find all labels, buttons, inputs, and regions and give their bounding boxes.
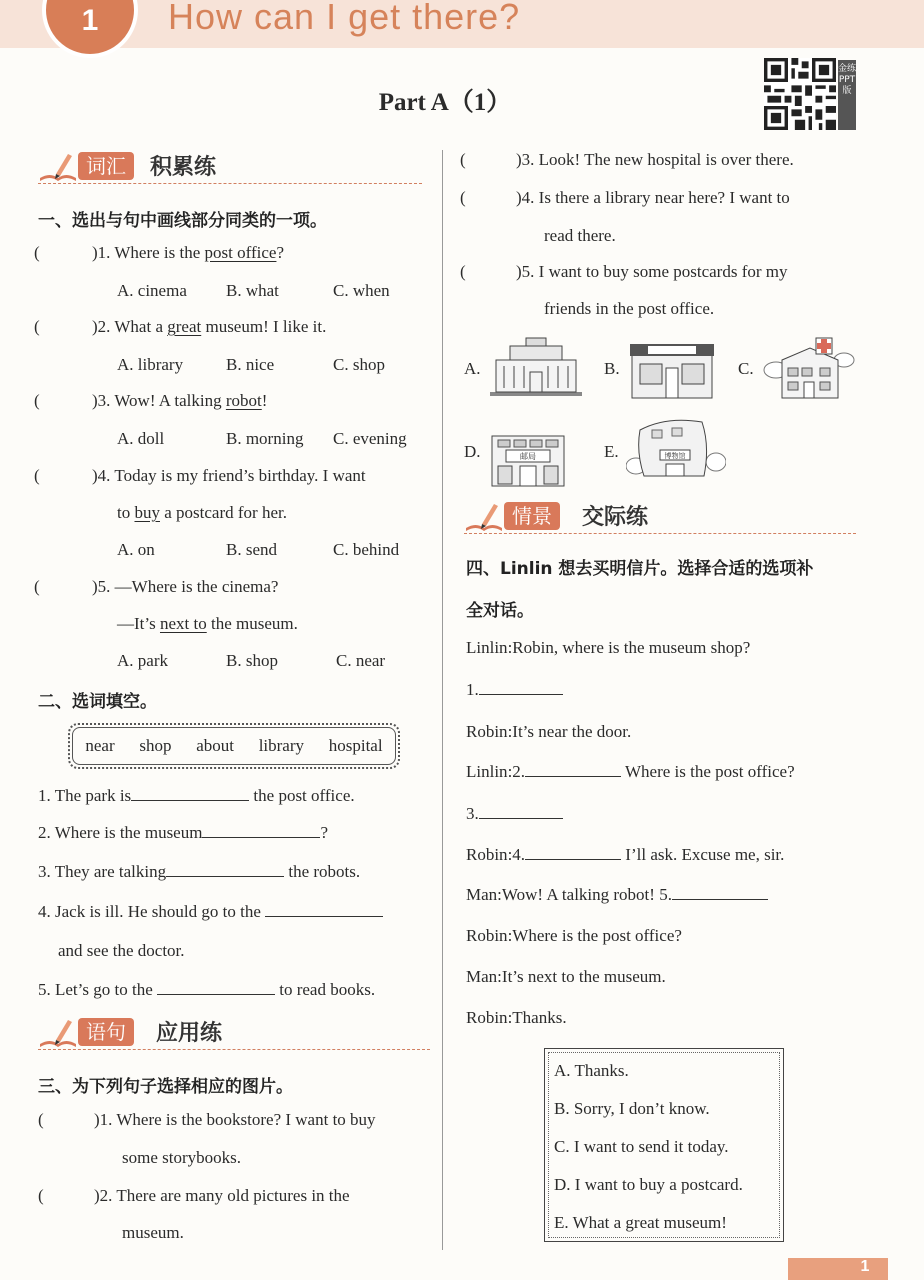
q1-item-text: to bbox=[117, 503, 135, 522]
communication-title: 交际练 bbox=[582, 505, 649, 530]
speaker: Robin bbox=[466, 1008, 508, 1027]
dialogue-line-5 bbox=[466, 804, 563, 824]
fill-blank[interactable] bbox=[131, 786, 249, 801]
dialogue-line-9 bbox=[466, 967, 666, 987]
q3-item-1 bbox=[94, 1110, 376, 1130]
dialogue-line-2 bbox=[466, 680, 563, 700]
modern-museum-picture bbox=[626, 416, 726, 482]
q3-item-5-line2: friends in the post office. bbox=[544, 299, 715, 318]
dialogue-text: It’s next to the museum. bbox=[501, 967, 666, 986]
option-b: B. nice bbox=[226, 355, 275, 374]
dialogue-text: Where is the post office? bbox=[625, 762, 795, 781]
option-b: B. morning bbox=[226, 429, 304, 448]
q3-item-text: There are many old pictures in the bbox=[116, 1186, 350, 1205]
dialogue-text: 3. bbox=[466, 804, 479, 823]
q3-item-num: )4. bbox=[516, 188, 535, 207]
underlined-word: post office bbox=[204, 243, 277, 262]
q1-item-text: ! bbox=[261, 391, 268, 410]
word-bank-item: hospital bbox=[328, 736, 383, 755]
q4-title-line1: 四、Linlin 想去买明信片。选择合适的选项补 bbox=[466, 559, 814, 579]
answer-paren[interactable]: ( bbox=[34, 317, 40, 336]
speaker: Robin bbox=[466, 926, 508, 945]
dialogue-line-7 bbox=[466, 885, 768, 905]
speaker: Linlin bbox=[466, 638, 508, 657]
answer-paren[interactable]: ( bbox=[460, 150, 466, 169]
page-number: 1 bbox=[860, 1258, 870, 1275]
answer-paren[interactable]: ( bbox=[34, 243, 40, 262]
hospital-picture bbox=[762, 330, 856, 402]
underlined-word: robot bbox=[225, 391, 262, 410]
speaker: Robin bbox=[466, 845, 508, 864]
q2-item-text: 2. Where is the museum bbox=[38, 823, 203, 842]
q1-item-text: the museum. bbox=[206, 614, 298, 633]
sentence-tag: 语句 bbox=[78, 1018, 134, 1046]
dialogue-line-8 bbox=[466, 926, 682, 946]
answer-paren[interactable]: ( bbox=[460, 188, 466, 207]
qr-side-label: 金练PPT版 bbox=[838, 60, 856, 130]
speaker: Man bbox=[466, 885, 498, 904]
q3-item-4-line2: read there. bbox=[544, 226, 616, 245]
dashed-rule bbox=[38, 183, 422, 184]
q1-item-text: Today is my friend’s birthday. I want bbox=[114, 466, 366, 485]
dialogue-text: I’ll ask. Excuse me, sir. bbox=[625, 845, 785, 864]
option-c: C. when bbox=[333, 281, 390, 300]
dialogue-line-4 bbox=[466, 762, 795, 782]
answer-paren[interactable]: ( bbox=[34, 577, 40, 596]
q3-item-text: Is there a library near here? I want to bbox=[538, 188, 790, 207]
q2-item-text: 4. Jack is ill. He should go to the bbox=[38, 902, 261, 921]
underlined-word: next to bbox=[159, 614, 207, 633]
unit-title: How can I get there? bbox=[168, 0, 521, 37]
q3-title: 三、为下列句子选择相应的图片。 bbox=[38, 1077, 293, 1097]
fill-blank[interactable] bbox=[166, 862, 284, 877]
colon: : bbox=[507, 762, 513, 781]
q1-item-text: Where is the bbox=[114, 243, 205, 262]
speaker: Linlin bbox=[466, 762, 508, 781]
q2-item-text: the robots. bbox=[288, 862, 361, 881]
dialogue-text: Thanks. bbox=[512, 1008, 567, 1027]
dialogue-option-b: B. Sorry, I don’t know. bbox=[554, 1099, 710, 1118]
q1-item-1 bbox=[92, 243, 284, 263]
fill-blank[interactable] bbox=[672, 885, 768, 900]
q1-item-num: )1. bbox=[92, 243, 111, 262]
q3-item-5 bbox=[516, 262, 788, 282]
fill-blank[interactable] bbox=[265, 902, 383, 917]
q2-item-3 bbox=[38, 862, 360, 882]
post-office-picture bbox=[488, 430, 568, 488]
dashed-rule bbox=[38, 1049, 430, 1050]
option-c: C. near bbox=[336, 651, 386, 670]
q3-item-2-line2: museum. bbox=[122, 1223, 184, 1242]
word-bank bbox=[72, 727, 396, 765]
bookstore-picture bbox=[628, 340, 716, 400]
q1-item-num: )5. bbox=[92, 577, 111, 596]
q2-item-text: 1. The park is bbox=[38, 786, 132, 805]
fill-blank[interactable] bbox=[202, 823, 320, 838]
dialogue-text: Where is the post office? bbox=[512, 926, 682, 945]
q1-item-text: museum! I like it. bbox=[201, 317, 327, 336]
vocab-title: 积累练 bbox=[150, 155, 217, 180]
sentence-section-header bbox=[38, 1016, 430, 1056]
dialogue-option-c: C. I want to send it today. bbox=[554, 1137, 729, 1156]
museum-picture bbox=[488, 336, 584, 398]
underlined-word: buy bbox=[134, 503, 160, 522]
unit-number: 1 bbox=[81, 4, 99, 37]
q2-item-text: the post office. bbox=[253, 786, 355, 805]
q1-item-5-line2 bbox=[117, 614, 298, 634]
q2-item-4-line2: and see the doctor. bbox=[58, 941, 185, 960]
q2-item-text: 5. Let’s go to the bbox=[38, 980, 153, 999]
dialogue-text: Wow! A talking robot! 5. bbox=[501, 885, 672, 904]
dialogue-option-a: A. Thanks. bbox=[554, 1061, 629, 1080]
q3-item-num: )1. bbox=[94, 1110, 113, 1129]
qr-code bbox=[764, 58, 836, 130]
answer-paren[interactable]: ( bbox=[34, 391, 40, 410]
dialogue-text: It’s near the door. bbox=[512, 722, 632, 741]
sentence-title: 应用练 bbox=[156, 1021, 223, 1046]
colon: : bbox=[507, 722, 513, 741]
fill-blank[interactable] bbox=[157, 980, 275, 995]
q1-item-text: a postcard for her. bbox=[159, 503, 287, 522]
q1-item-num: )2. bbox=[92, 317, 111, 336]
fill-blank[interactable] bbox=[525, 762, 621, 777]
colon: : bbox=[507, 638, 513, 657]
colon: : bbox=[507, 1008, 513, 1027]
dialogue-text: 1. bbox=[466, 680, 479, 699]
picture-label-a: A. bbox=[464, 359, 481, 378]
answer-paren[interactable]: ( bbox=[38, 1186, 44, 1205]
museum-sign: 博物馆 bbox=[664, 452, 686, 460]
q1-item-text: ? bbox=[276, 243, 284, 262]
q3-item-num: )3. bbox=[516, 150, 535, 169]
option-a: A. on bbox=[117, 540, 155, 559]
picture-label-e: E. bbox=[604, 442, 619, 461]
dialogue-option-d: D. I want to buy a postcard. bbox=[554, 1175, 743, 1194]
fill-blank[interactable] bbox=[479, 804, 563, 819]
picture-label-c: C. bbox=[738, 359, 754, 378]
option-b: B. shop bbox=[226, 651, 278, 670]
colon: : bbox=[507, 926, 513, 945]
q2-item-text: 3. They are talking bbox=[38, 862, 167, 881]
q1-item-text: What a bbox=[114, 317, 168, 336]
underlined-word: great bbox=[167, 317, 202, 336]
word-bank-item: about bbox=[196, 736, 234, 755]
q1-title: 一、选出与句中画线部分同类的一项。 bbox=[38, 211, 327, 231]
option-b: B. send bbox=[226, 540, 277, 559]
dialogue-line-10 bbox=[466, 1008, 567, 1028]
post-office-sign: 邮局 bbox=[520, 452, 536, 461]
dialogue-line-3 bbox=[466, 722, 631, 742]
q2-item-2 bbox=[38, 823, 328, 843]
q1-item-2 bbox=[92, 317, 326, 337]
q2-item-4 bbox=[38, 902, 383, 922]
q3-item-2 bbox=[94, 1186, 350, 1206]
picture-label-d: D. bbox=[464, 442, 481, 461]
dialogue-line-6 bbox=[466, 845, 784, 865]
fill-blank[interactable] bbox=[479, 680, 563, 695]
q1-item-num: )3. bbox=[92, 391, 111, 410]
q3-item-4 bbox=[516, 188, 790, 208]
option-b: B. what bbox=[226, 281, 279, 300]
q3-item-num: )2. bbox=[94, 1186, 113, 1205]
q3-item-text: Where is the bookstore? I want to buy bbox=[116, 1110, 376, 1129]
q1-item-5 bbox=[92, 577, 278, 597]
speaker: Robin bbox=[466, 722, 508, 741]
q3-item-num: )5. bbox=[516, 262, 535, 281]
colon: : bbox=[497, 967, 502, 986]
dialogue-option-e: E. What a great museum! bbox=[554, 1213, 727, 1232]
pencil-book-icon bbox=[38, 1016, 78, 1050]
answer-paren[interactable]: ( bbox=[34, 466, 40, 485]
dialogue-text: 4. bbox=[512, 845, 526, 864]
q3-item-text: I want to buy some postcards for my bbox=[538, 262, 788, 281]
pencil-book-icon bbox=[38, 150, 78, 184]
q1-item-text: —Where is the cinema? bbox=[114, 577, 279, 596]
dialogue-text: 2. bbox=[512, 762, 526, 781]
word-bank-item: library bbox=[258, 736, 305, 755]
pencil-book-icon bbox=[464, 500, 504, 534]
colon: : bbox=[507, 845, 513, 864]
dashed-rule bbox=[464, 533, 856, 534]
communication-tag: 情景 bbox=[504, 502, 560, 530]
q2-item-text: ? bbox=[320, 823, 329, 842]
fill-blank[interactable] bbox=[525, 845, 621, 860]
q1-item-4-line2 bbox=[117, 503, 287, 523]
q4-title-line2: 全对话。 bbox=[466, 601, 534, 621]
option-c: C. behind bbox=[333, 540, 400, 559]
option-a: A. park bbox=[117, 651, 168, 670]
q1-item-3 bbox=[92, 391, 267, 411]
colon: : bbox=[497, 885, 502, 904]
q1-item-text: —It’s bbox=[117, 614, 160, 633]
dialogue-line-1 bbox=[466, 638, 750, 658]
q2-item-text: to read books. bbox=[279, 980, 376, 999]
word-bank-item: near bbox=[85, 736, 115, 755]
option-c: C. shop bbox=[333, 355, 385, 374]
q3-item-1-line2: some storybooks. bbox=[122, 1148, 241, 1167]
word-bank-item: shop bbox=[139, 736, 172, 755]
communication-section-header bbox=[464, 500, 856, 540]
q2-title: 二、选词填空。 bbox=[38, 692, 157, 712]
column-divider bbox=[442, 150, 443, 1250]
q1-item-4 bbox=[92, 466, 366, 486]
dialogue-text: Robin, where is the museum shop? bbox=[512, 638, 751, 657]
vocab-tag: 词汇 bbox=[78, 152, 134, 180]
answer-paren[interactable]: ( bbox=[38, 1110, 44, 1129]
q3-item-text: Look! The new hospital is over there. bbox=[538, 150, 794, 169]
q2-item-5 bbox=[38, 980, 375, 1000]
q1-item-num: )4. bbox=[92, 466, 111, 485]
option-a: A. doll bbox=[117, 429, 165, 448]
speaker: Man bbox=[466, 967, 498, 986]
q3-item-3 bbox=[516, 150, 794, 170]
option-a: A. cinema bbox=[117, 281, 187, 300]
q1-item-text: Wow! A talking bbox=[114, 391, 226, 410]
answer-paren[interactable]: ( bbox=[460, 262, 466, 281]
q2-item-1 bbox=[38, 786, 355, 806]
option-c: C. evening bbox=[333, 429, 407, 448]
vocab-section-header bbox=[38, 150, 424, 190]
picture-label-b: B. bbox=[604, 359, 620, 378]
part-title: Part A（1） bbox=[378, 89, 512, 116]
option-a: A. library bbox=[117, 355, 184, 374]
